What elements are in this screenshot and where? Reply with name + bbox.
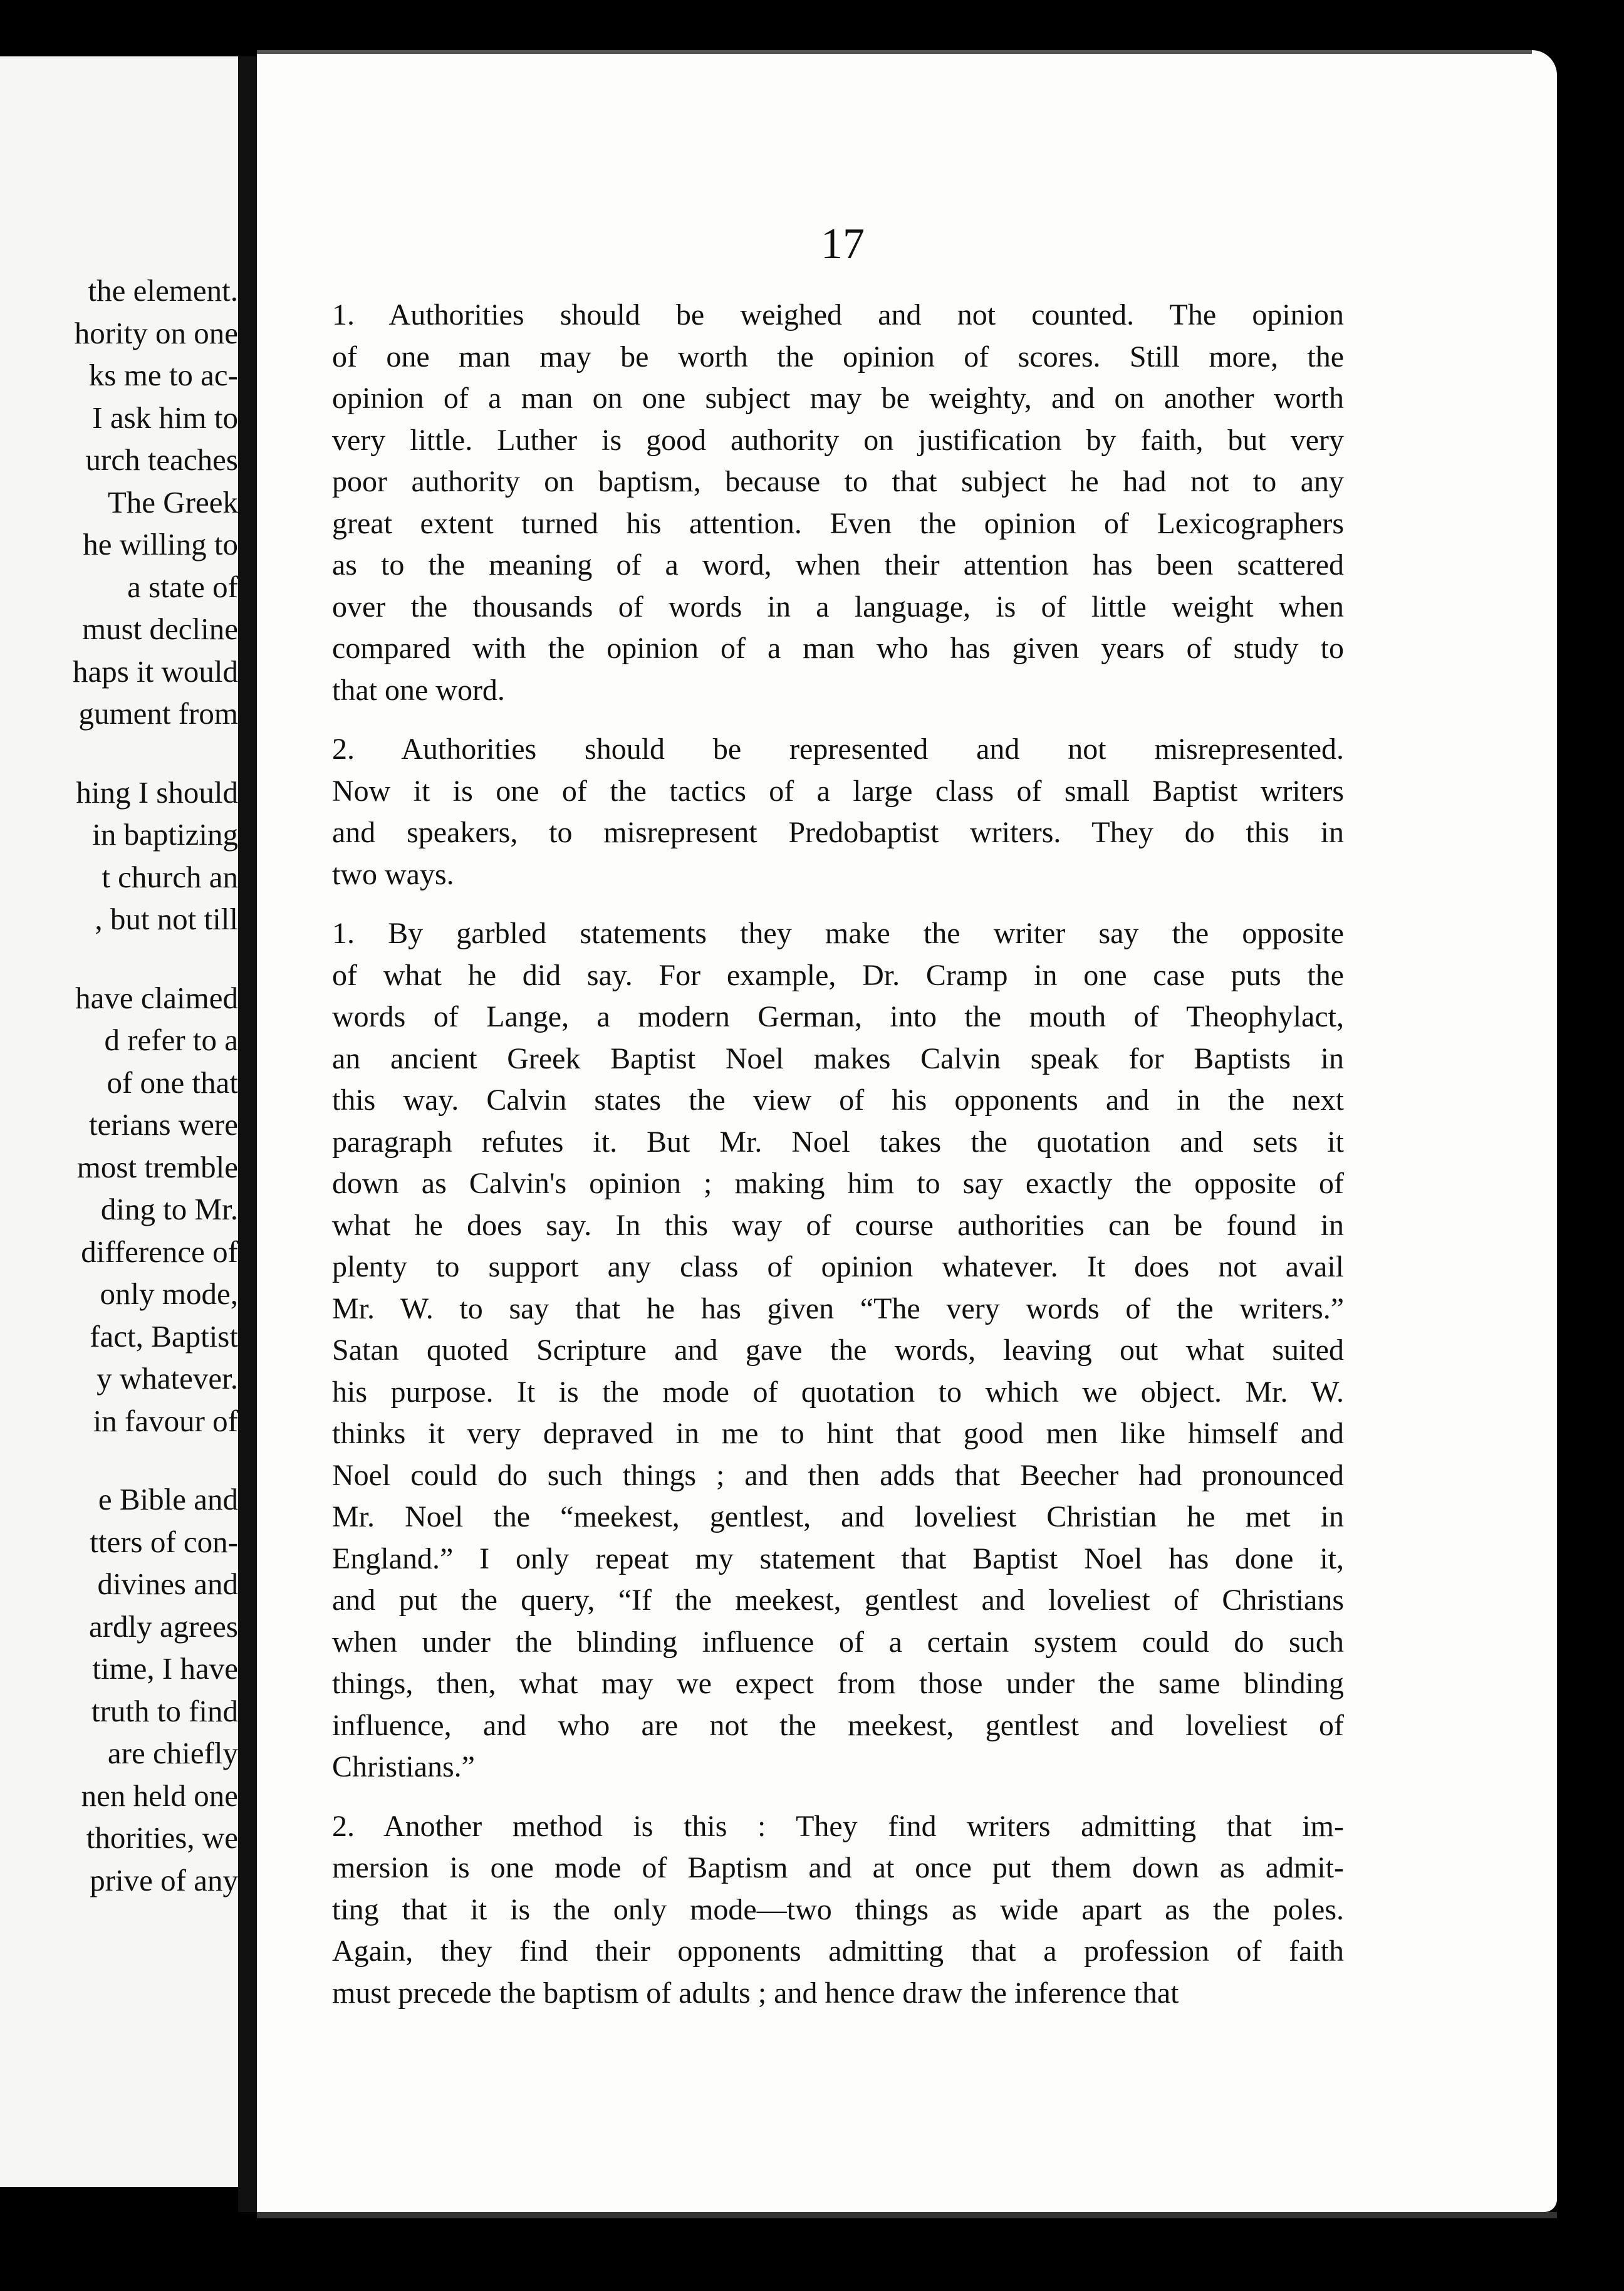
left-page-line: in favour of xyxy=(93,1403,238,1438)
text-line: Again, they find their opponents admitting that a profession of faith xyxy=(332,1934,1344,1968)
paragraph xyxy=(332,729,1344,895)
text-line: and put the query, “If the meekest, gentlest and loveliest of Christians xyxy=(332,1584,1344,1617)
text-line: Now it is one of the tactics of a large class of small Baptist writers xyxy=(332,774,1344,808)
page-bottom-edge xyxy=(257,2212,1557,2218)
text-line: paragraph refutes it. But Mr. Noel takes the quotation and sets it xyxy=(332,1125,1344,1159)
text-line: England.” I only repeat my statement that Baptist Noel has done it, xyxy=(332,1542,1344,1575)
text-line: when under the blinding influence of a certain system could do such xyxy=(332,1625,1344,1659)
text-line: and speakers, to misrepresent Predobaptist writers. They do this in xyxy=(332,816,1344,849)
text-line: what he does say. In this way of course authorities can be found in xyxy=(332,1208,1344,1242)
left-page-line: only mode, xyxy=(100,1276,238,1311)
text-line: over the thousands of words in a language, is of little weight when xyxy=(332,590,1344,624)
left-page-line: ding to Mr. xyxy=(100,1192,238,1226)
left-page-line: have claimed xyxy=(75,980,238,1015)
text-line: opinion of a man on one subject may be weighty, and on another worth xyxy=(332,382,1344,415)
text-line: must precede the baptism of adults ; and hence draw the inference that xyxy=(332,1976,1179,2010)
left-page-line: time, I have xyxy=(92,1651,238,1686)
left-page-line: nen held one xyxy=(81,1778,238,1813)
left-page-line: d refer to a xyxy=(104,1023,238,1057)
left-page-line: , but not till xyxy=(95,902,238,936)
left-page-line: y whatever. xyxy=(96,1361,238,1396)
left-page-line: terians were xyxy=(88,1107,238,1142)
text-line: Mr. W. to say that he has given “The very words of the writers.” xyxy=(332,1292,1344,1325)
left-page-line: truth to find xyxy=(91,1693,238,1728)
left-page-line: a state of xyxy=(127,569,238,604)
left-page-line: ardly agrees xyxy=(88,1609,238,1644)
left-page-line: difference of xyxy=(81,1234,238,1269)
left-page-line: hority on one xyxy=(74,315,238,350)
left-page-line: are chiefly xyxy=(107,1736,238,1770)
left-page-line: divines and xyxy=(97,1567,238,1601)
text-line: Satan quoted Scripture and gave the words, leaving out what suited xyxy=(332,1333,1344,1367)
text-line: 2. Another method is this : They find writers admitting that im- xyxy=(332,1809,1344,1843)
left-page-line: he willing to xyxy=(83,527,238,561)
left-page-line: haps it would xyxy=(72,654,238,689)
left-page-fragment xyxy=(0,56,238,2187)
text-line: as to the meaning of a word, when their attention has been scattered xyxy=(332,548,1344,582)
page-top-edge xyxy=(257,50,1532,54)
text-line: 1. By garbled statements they make the writer say the opposite xyxy=(332,917,1344,950)
text-line: 2. Authorities should be represented and not misrepresented. xyxy=(332,733,1344,766)
text-line: of what he did say. For example, Dr. Cramp in one case puts the xyxy=(332,958,1344,992)
text-line: influence, and who are not the meekest, gentlest and loveliest of xyxy=(332,1708,1344,1742)
text-line: compared with the opinion of a man who has given years of study to xyxy=(332,632,1344,665)
text-line: an ancient Greek Baptist Noel makes Calvin speak for Baptists in xyxy=(332,1041,1344,1075)
left-page-line: gument from xyxy=(78,696,238,731)
left-page-line: must decline xyxy=(81,612,238,646)
text-line: things, then, what may we expect from those under the same blinding xyxy=(332,1667,1344,1700)
paragraph xyxy=(332,295,1344,711)
left-page-line: the element. xyxy=(88,273,238,308)
text-line: down as Calvin's opinion ; making him to say exactly the opposite of xyxy=(332,1167,1344,1200)
left-page-line: fact, Baptist xyxy=(90,1318,238,1354)
left-page-line: ks me to ac- xyxy=(88,358,238,392)
paragraph xyxy=(332,913,1344,1788)
left-page-line: e Bible and xyxy=(98,1482,238,1516)
left-page-line: prive of any xyxy=(90,1862,238,1897)
page-number: 17 xyxy=(821,220,865,268)
left-page-line: in baptizing xyxy=(92,817,238,852)
text-line: ting that it is the only mode—two things as wide apart as the poles. xyxy=(332,1892,1344,1926)
text-line: 1. Authorities should be weighed and not counted. The opinion xyxy=(332,298,1344,331)
left-page-line: hing I should xyxy=(76,775,238,810)
text-line: words of Lange, a modern German, into the mouth of Theophylact, xyxy=(332,1000,1344,1033)
text-line: Christians.” xyxy=(332,1750,475,1783)
text-line: plenty to support any class of opinion whatever. It does not avail xyxy=(332,1250,1344,1283)
text-line: mersion is one mode of Baptism and at once put them down as admit- xyxy=(332,1851,1344,1884)
text-line: thinks it very depraved in me to hint that good men like himself and xyxy=(332,1417,1344,1450)
book-spine xyxy=(238,56,257,2212)
text-line: of one man may be worth the opinion of scores. Still more, the xyxy=(332,340,1344,373)
text-line: this way. Calvin states the view of his opponents and in the next xyxy=(332,1083,1344,1117)
text-line: two ways. xyxy=(332,857,454,891)
left-page-line: of one that xyxy=(107,1065,238,1100)
text-line: very little. Luther is good authority on justification by faith, but very xyxy=(332,423,1344,457)
text-line: Mr. Noel the “meekest, gentlest, and loveliest Christian he met in xyxy=(332,1500,1344,1533)
left-page-line: t church an xyxy=(102,859,238,894)
text-line: great extent turned his attention. Even the opinion of Lexicographers xyxy=(332,506,1344,540)
text-line: his purpose. It is the mode of quotation to which we object. Mr. W. xyxy=(332,1375,1344,1409)
paragraph xyxy=(332,1806,1344,2015)
text-line: that one word. xyxy=(332,673,505,707)
left-page-line: The Greek xyxy=(107,484,238,519)
text-line: poor authority on baptism, because to that subject he had not to any xyxy=(332,465,1344,498)
left-page-line: tters of con- xyxy=(90,1524,238,1559)
left-page-line: urch teaches xyxy=(85,442,238,477)
page-body-text xyxy=(332,295,1344,2032)
left-page-line: I ask him to xyxy=(92,400,238,435)
text-line: Noel could do such things ; and then adds that Beecher had pronounced xyxy=(332,1458,1344,1492)
left-page-line: thorities, we xyxy=(86,1820,238,1855)
left-page-line: most tremble xyxy=(76,1149,238,1184)
